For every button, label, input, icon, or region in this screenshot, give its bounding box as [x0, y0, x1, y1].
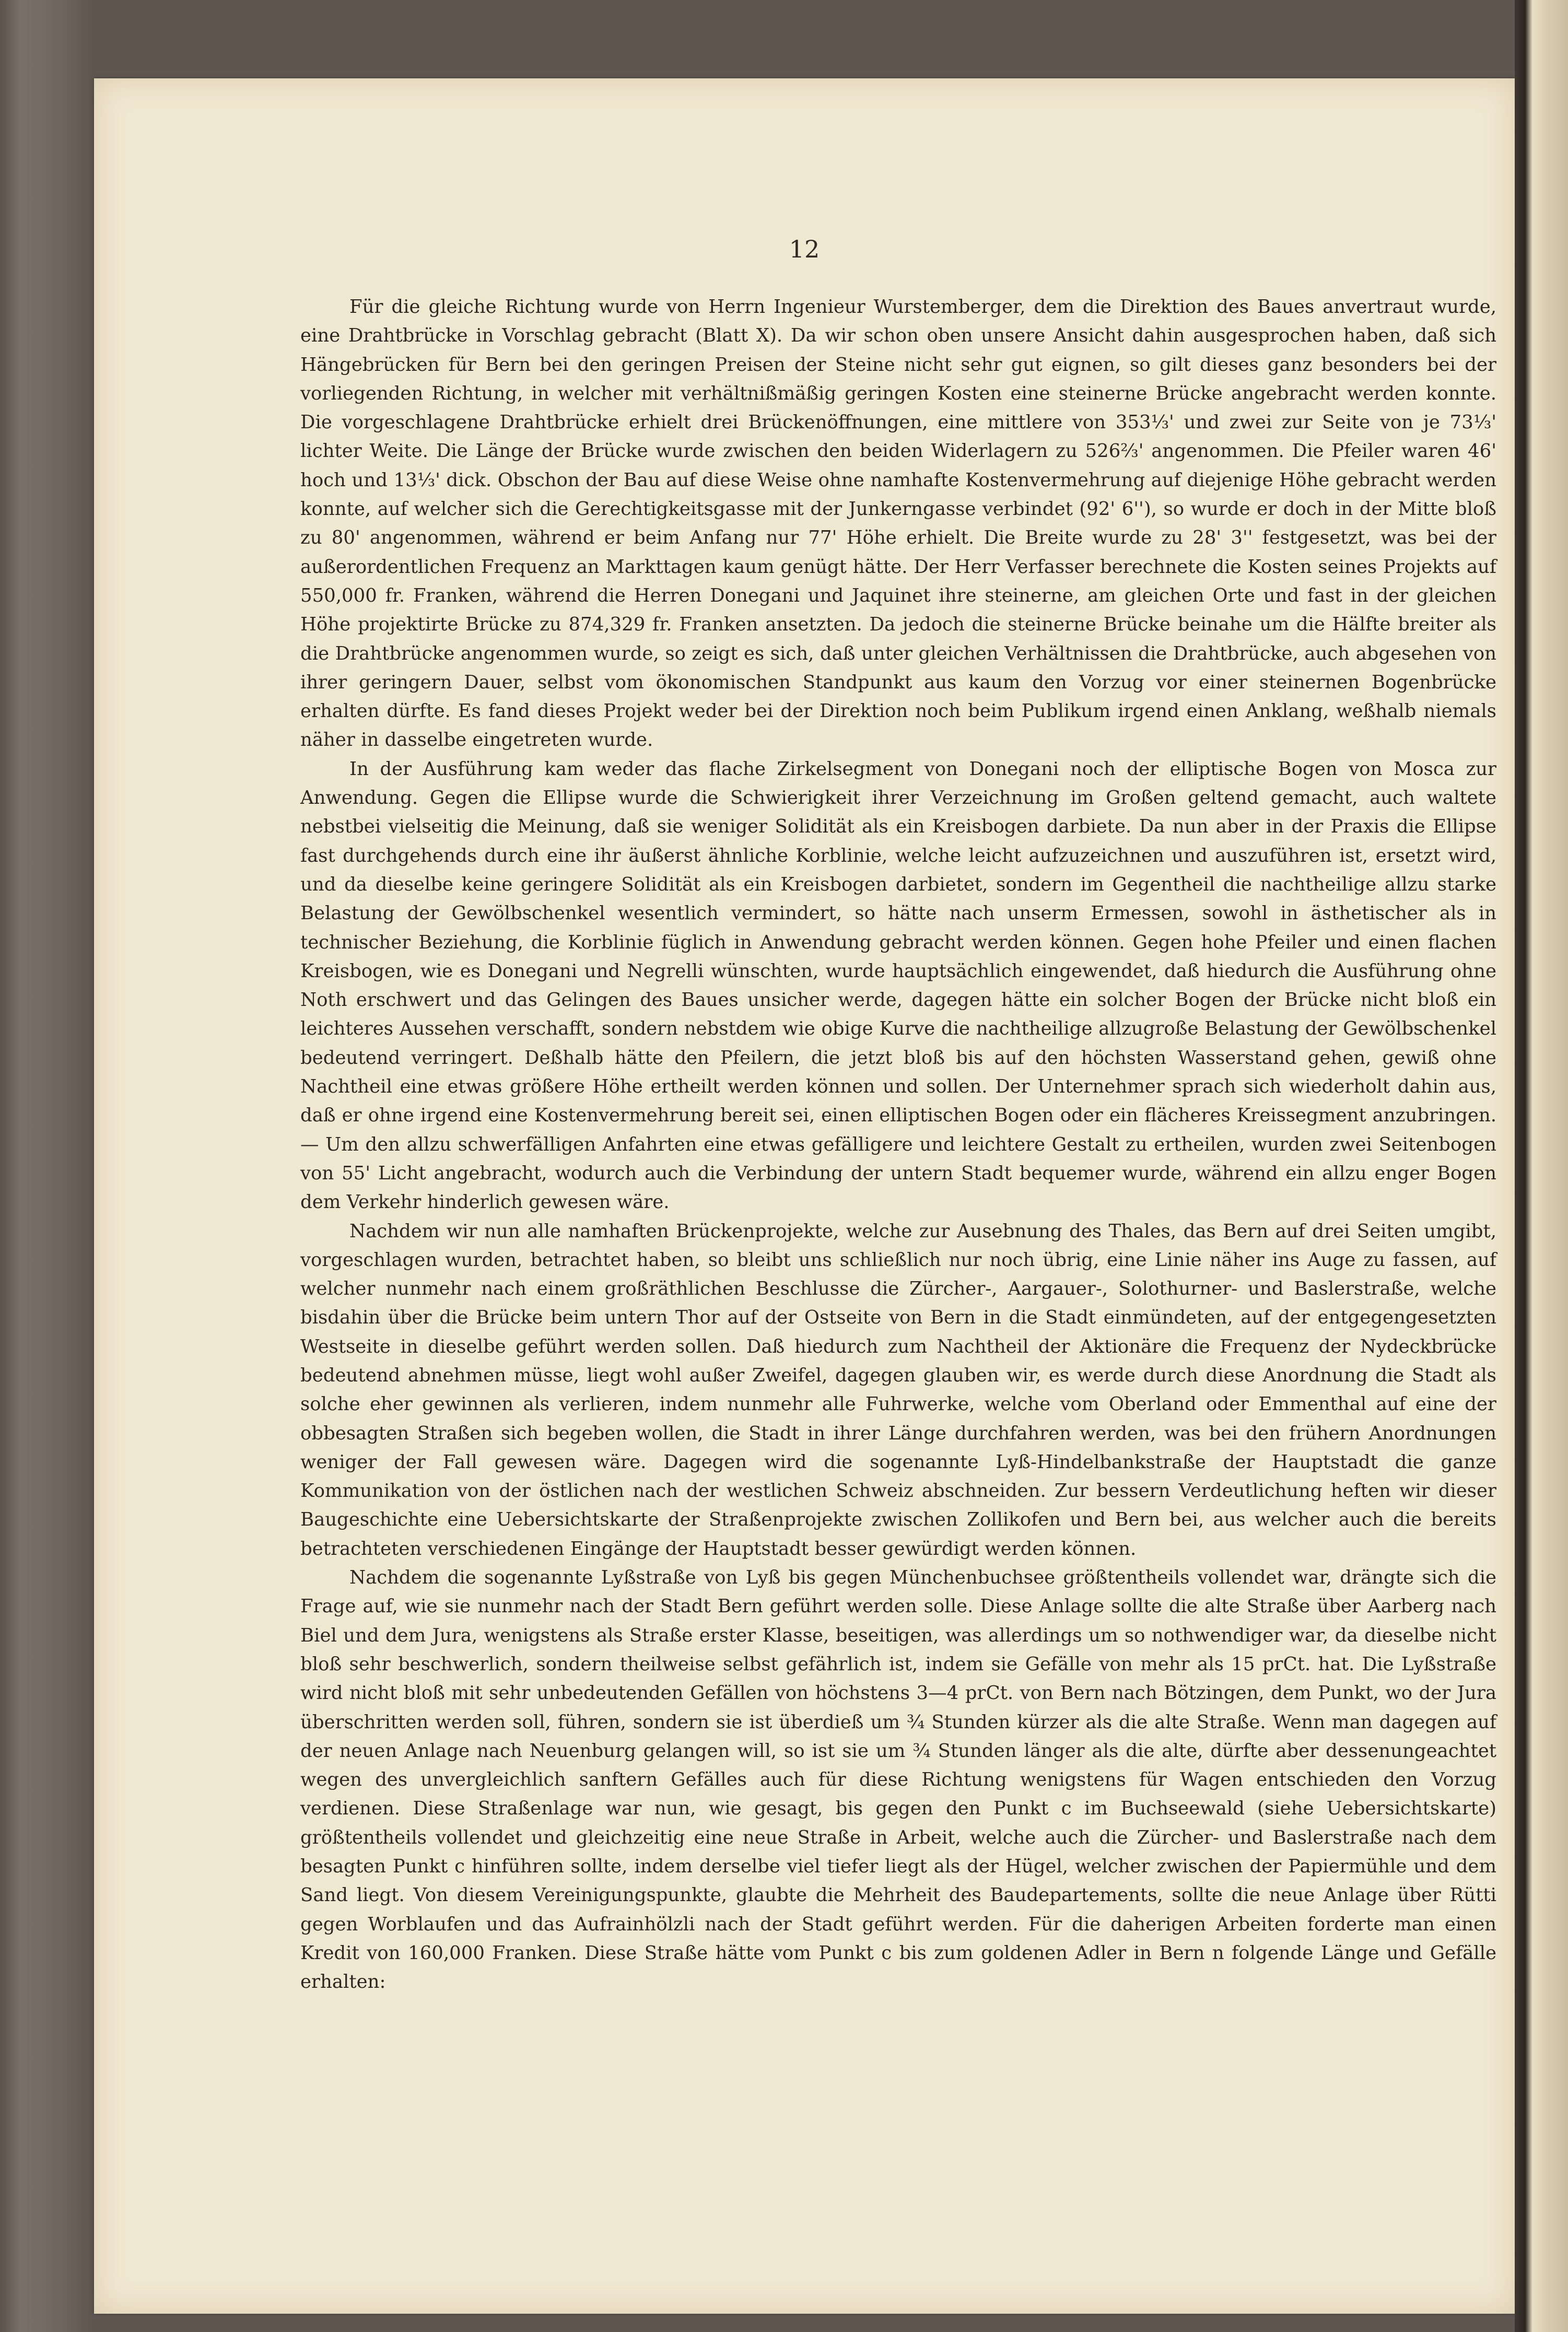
paragraph-wurstemberger-bridge: Für die gleiche Richtung wurde von Herrn Ingenieur Wurstemberger, dem die Direktion des Baues anvertraut wurde, eine Drahtbrücke in Vorschlag gebracht (Blatt X). Da wir schon oben unsere Ansicht dahin ausgesprochen haben, daß sich Hängebrücken für Bern bei den geringen Preisen der Steine nicht sehr gut eignen, so gilt dieses ganz besonders bei der vorliegenden Richtung, in welcher mit verhältnißmäßig geringen Kosten eine steinerne Brücke angebracht werden konnte. Die vorgeschlagene Drahtbrücke erhielt drei Brückenöffnungen, eine mittlere von 353⅓' und zwei zur Seite von je 73⅓' lichter Weite. Die Länge der Brücke wurde zwischen den beiden Widerlagern zu 526⅔' angenommen. Die Pfeiler waren 46' hoch und 13⅓' dick. Obschon der Bau auf diese Weise ohne namhafte Kostenvermehrung auf diejenige Höhe gebracht werden konnte, auf welcher sich die Gerechtigkeitsgasse mit der Junkerngasse verbindet (92' 6''), so wurde er doch in der Mitte bloß zu 80' angenommen, während er beim Anfang nur 77' Höhe erhielt. Die Breite wurde zu 28' 3'' festgesetzt, was bei der außerordentlichen Frequenz an Markttagen kaum genügt hätte. Der Herr Verfasser berechnete die Kosten seines Projekts auf 550,000 fr. Franken, während die Herren Donegani und Jaquinet ihre steinerne, am gleichen Orte und fast in der gleichen Höhe projektirte Brücke zu 874,329 fr. Franken ansetzten. Da jedoch die steinerne Brücke beinahe um die Hälfte breiter als die Drahtbrücke angenommen wurde, so zeigt es sich, daß unter gleichen Verhältnissen die Drahtbrücke, auch abgesehen von ihrer geringern Dauer, selbst vom ökonomischen Standpunkt aus kaum den Vorzug vor einer steinernen Bogenbrücke erhalten dürfte. Es fand dieses Projekt weder bei der Direktion noch beim Publikum irgend einen Anklang, weßhalb niemals näher in dasselbe eingetreten wurde.: [300, 296, 1496, 751]
next-page-edge: [1515, 0, 1568, 2332]
page-number: 12: [789, 235, 820, 263]
document-page: [94, 78, 1515, 2314]
paragraph-lyss-road: Nachdem die sogenannte Lyßstraße von Lyß bis gegen Münchenbuchsee größtentheils vollendet war, drängte sich die Frage auf, wie sie nunmehr nach der Stadt Bern geführt werden solle. Diese Anlage sollte die alte Straße über Aarberg nach Biel und dem Jura, wenigstens als Straße erster Klasse, beseitigen, was allerdings um so nothwendiger war, da dieselbe nicht bloß sehr beschwerlich, sondern theilweise selbst gefährlich ist, indem sie Gefälle von mehr als 15 prCt. hat. Die Lyßstraße wird nicht bloß mit sehr unbedeutenden Gefällen von höchstens 3—4 prCt. von Bern nach Bötzingen, dem Punkt, wo der Jura überschritten werden soll, führen, sondern sie ist überdieß um ¾ Stunden kürzer als die alte Straße. Wenn man dagegen auf der neuen Anlage nach Neuenburg gelangen will, so ist sie um ¾ Stunden länger als die alte, dürfte aber dessenungeachtet wegen des unvergleichlich sanftern Gefälles auch für diese Richtung wenigstens für Wagen entschieden den Vorzug verdienen. Diese Straßenlage war nun, wie gesagt, bis gegen den Punkt c im Buchseewald (siehe Uebersichtskarte) größtentheils vollendet und gleichzeitig eine neue Straße in Arbeit, welche auch die Zürcher- und Baslerstraße nach dem besagten Punkt c hinführen sollte, indem derselbe viel tiefer liegt als der Hügel, welcher zwischen der Papiermühle und dem Sand liegt. Von diesem Vereinigungspunkte, glaubte die Mehrheit des Baudepartements, sollte die neue Anlage über Rütti gegen Worblaufen und das Aufrainhölzli nach der Stadt geführt werden. Für die daherigen Arbeiten forderte man einen Kredit von 160,000 Franken. Diese Straße hätte vom Punkt c bis zum goldenen Adler in Bern n folgende Länge und Gefälle erhalten:: [300, 1567, 1496, 1993]
paragraph-execution: In der Ausführung kam weder das flache Zirkelsegment von Donegani noch der elliptische Bogen von Mosca zur Anwendung. Gegen die Ellipse wurde die Schwierigkeit ihrer Verzeichnung im Großen geltend gemacht, auch waltete nebstbei vielseitig die Meinung, daß sie weniger Solidität als ein Kreisbogen darbiete. Da nun aber in der Praxis die Ellipse fast durchgehends durch eine ihr äußerst ähnliche Korblinie, welche leicht aufzuzeichnen und auszuführen ist, ersetzt wird, und da dieselbe keine geringere Solidität als ein Kreisbogen darbietet, sondern im Gegentheil die nachtheilige allzu starke Belastung der Gewölbschenkel wesentlich vermindert, so hätte nach unserm Ermessen, sowohl in ästhetischer als in technischer Beziehung, die Korblinie füglich in Anwendung gebracht werden können. Gegen hohe Pfeiler und einen flachen Kreisbogen, wie es Donegani und Negrelli wünschten, wurde hauptsächlich eingewendet, daß hiedurch die Ausführung ohne Noth erschwert und das Gelingen des Baues unsicher werde, dagegen hätte ein solcher Bogen der Brücke nicht bloß ein leichteres Aussehen verschafft, sondern nebstdem wie obige Kurve die nachtheilige allzugroße Belastung der Gewölbschenkel bedeutend verringert. Deßhalb hätte den Pfeilern, die jetzt bloß bis auf den höchsten Wasserstand gehen, gewiß ohne Nachtheil eine etwas größere Höhe ertheilt werden können und sollen. Der Unternehmer sprach sich wiederholt dahin aus, daß er ohne irgend eine Kostenvermehrung bereit sei, einen elliptischen Bogen oder ein flächeres Kreissegment anzubringen. — Um den allzu schwerfälligen Anfahrten eine etwas gefälligere und leichtere Gestalt zu ertheilen, wurden zwei Seitenbogen von 55' Licht angebracht, wodurch auch die Verbindung der untern Stadt bequemer wurde, während ein allzu enger Bogen dem Verkehr hinderlich gewesen wäre.: [300, 758, 1496, 1213]
body-text: [300, 292, 1496, 1997]
paragraph-bridge-projects: Nachdem wir nun alle namhaften Brückenprojekte, welche zur Ausebnung des Thales, das Bern auf drei Seiten umgibt, vorgeschlagen wurden, betrachtet haben, so bleibt uns schließlich nur noch übrig, eine Linie näher ins Auge zu fassen, auf welcher nunmehr nach einem großräthlichen Beschlusse die Zürcher-, Aargauer-, Solothurner- und Baslerstraße, welche bisdahin über die Brücke beim untern Thor auf der Ostseite von Bern in die Stadt einmündeten, auf der entgegengesetzten Westseite in dieselbe geführt werden sollen. Daß hiedurch zum Nachtheil der Aktionäre die Frequenz der Nydeckbrücke bedeutend abnehmen müsse, liegt wohl außer Zweifel, dagegen glauben wir, es werde durch diese Anordnung die Stadt als solche eher gewinnen als verlieren, indem nunmehr alle Fuhrwerke, welche vom Oberland oder Emmenthal auf eine der obbesagten Straßen sich begeben wollen, die Stadt in ihrer Länge durchfahren werden, was bei den frühern Anordnungen weniger der Fall gewesen wäre. Dagegen wird die sogenannte Lyß-Hindelbankstraße der Hauptstadt die ganze Kommunikation von der östlichen nach der westlichen Schweiz abschneiden. Zur bessern Verdeutlichung heften wir dieser Baugeschichte eine Uebersichtskarte der Straßenprojekte zwischen Zollikofen und Bern bei, aus welcher auch die bereits betrachteten verschiedenen Eingänge der Hauptstadt besser gewürdigt werden können.: [300, 1220, 1496, 1560]
